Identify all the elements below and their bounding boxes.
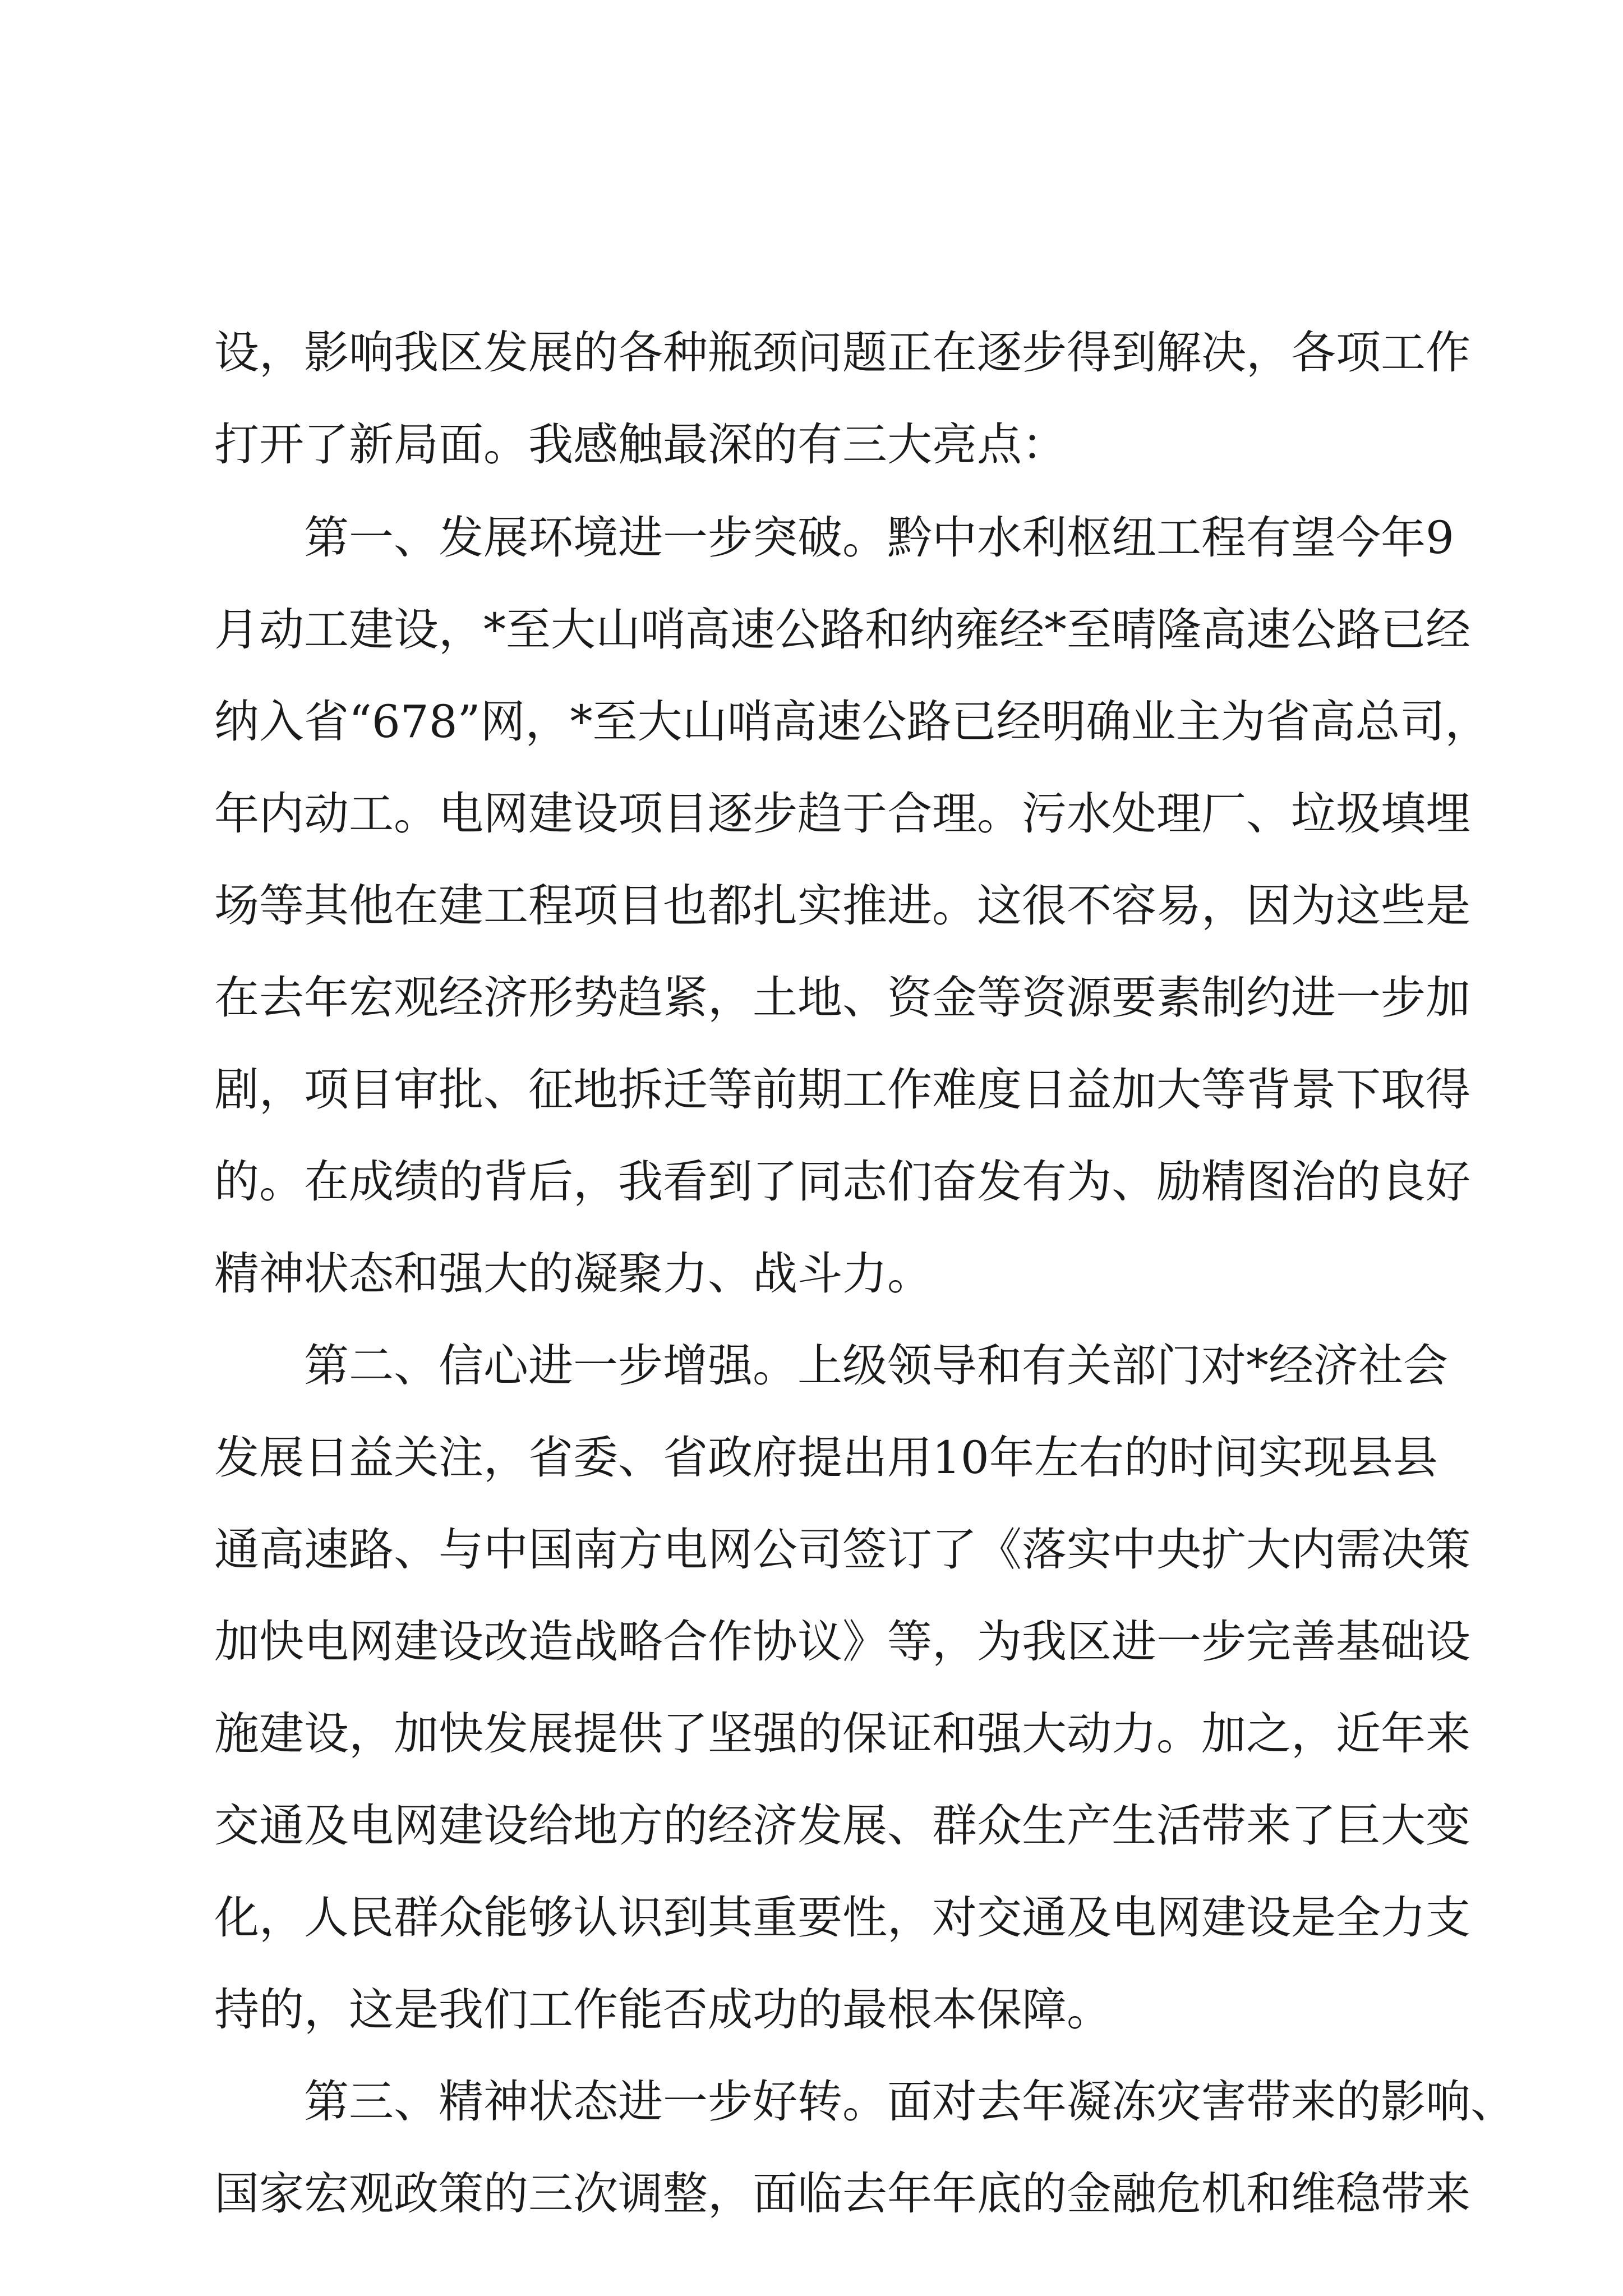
text-line: 在去年宏观经济形势趋紧，土地、资金等资源要素制约进一步加 (214, 972, 1470, 1024)
text-line: 打开了新局面。我感触最深的有三大亮点： (214, 418, 1067, 471)
text-line: 施建设，加快发展提供了坚强的保证和强大动力。加之，近年来 (214, 1708, 1470, 1760)
text-line: 通高速路、与中国南方电网公司签订了《落实中央扩大内需决策 (214, 1524, 1470, 1576)
text-line: 月动工建设，*至大山哨高速公路和纳雍经*至晴隆高速公路已经 (214, 604, 1470, 656)
text-line: 纳入省“678”网，*至大山哨高速公路已经明确业主为省高总司， (214, 696, 1490, 748)
text-line: 交通及电网建设给地方的经济发展、群众生产生活带来了巨大变 (214, 1800, 1470, 1852)
text-line: 加快电网建设改造战略合作协议》等，为我区进一步完善基础设 (214, 1616, 1470, 1668)
text-line: 场等其他在建工程项目也都扎实推进。这很不容易，因为这些是 (214, 880, 1470, 932)
text-line: 精神状态和强大的凝聚力、战斗力。 (214, 1248, 932, 1300)
text-line: 发展日益关注，省委、省政府提出用10年左右的时间实现县县 (214, 1432, 1438, 1484)
text-line: 持的，这是我们工作能否成功的最根本保障。 (214, 1984, 1112, 2036)
text-line: 的。在成绩的背后，我看到了同志们奋发有为、励精图治的良好 (214, 1156, 1470, 1208)
text-line: 年内动工。电网建设项目逐步趋于合理。污水处理厂、垃圾填埋 (214, 788, 1470, 840)
text-line: 剧，项目审批、征地拆迁等前期工作难度日益加大等背景下取得 (214, 1064, 1470, 1116)
text-line: 设，影响我区发展的各种瓶颈问题正在逐步得到解决，各项工作 (214, 326, 1470, 379)
text-line: 化，人民群众能够认识到其重要性，对交通及电网建设是全力支 (214, 1892, 1470, 1944)
paragraph-first-line: 第二、信心进一步增强。上级领导和有关部门对*经济社会 (304, 1340, 1448, 1392)
text-line: 国家宏观政策的三次调整，面临去年年底的金融危机和维稳带来 (214, 2168, 1470, 2220)
paragraph-first-line: 第三、精神状态进一步好转。面对去年凝冻灾害带来的影响、 (304, 2076, 1515, 2128)
paragraph-first-line: 第一、发展环境进一步突破。黔中水利枢纽工程有望今年9 (304, 512, 1454, 564)
